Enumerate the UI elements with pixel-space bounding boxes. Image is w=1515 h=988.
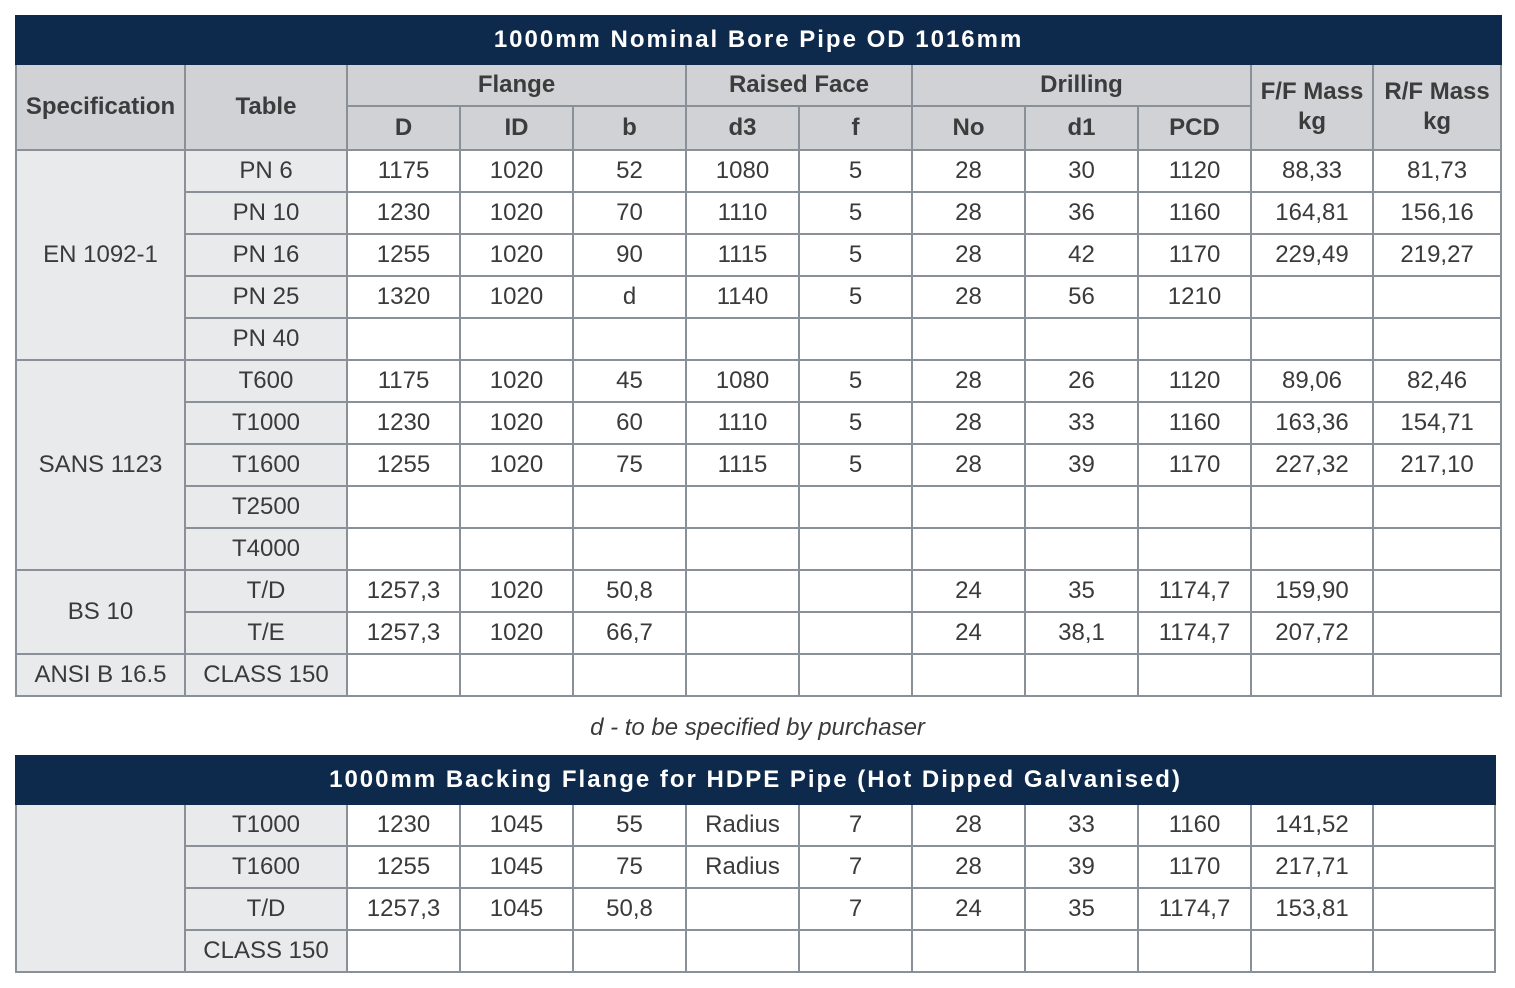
table-cell: 1110 [686,402,799,444]
table-row [16,528,1501,570]
table-cell [1251,654,1373,696]
table-cell [1373,570,1501,612]
table-cell [460,486,573,528]
table-cell: 1170 [1138,444,1251,486]
table-row [16,192,1501,234]
table-cell [1025,528,1138,570]
table-cell: 154,71 [1373,402,1501,444]
table-cell: 28 [912,276,1025,318]
specification-cell: SANS 1123 [16,360,185,570]
table-row [16,846,1495,888]
flange-header: Flange [347,64,686,106]
table-class-cell: T/D [185,570,347,612]
table-cell [799,318,912,360]
backing-flange-table [15,755,1496,973]
table-cell: 24 [912,612,1025,654]
table-row [16,276,1501,318]
table-cell: 1255 [347,846,460,888]
table-cell [912,930,1025,972]
table-row [16,444,1501,486]
table-cell: 159,90 [1251,570,1373,612]
table-cell [1373,930,1495,972]
table-cell [1373,804,1495,846]
table-cell: 1110 [686,192,799,234]
table-cell: 88,33 [1251,150,1373,192]
specification-cell [16,804,185,972]
table-cell [1138,930,1251,972]
table-cell: 1175 [347,360,460,402]
table-cell: 1175 [347,150,460,192]
table-cell: 89,06 [1251,360,1373,402]
column-header: PCD [1138,106,1251,150]
table-cell [1138,318,1251,360]
column-header: f [799,106,912,150]
table-cell: 1120 [1138,150,1251,192]
table-cell: 28 [912,360,1025,402]
table-cell: 52 [573,150,686,192]
ff-mass-header: F/F Mass kg [1251,64,1373,150]
table-cell: 163,36 [1251,402,1373,444]
table-cell: 1174,7 [1138,888,1251,930]
table-cell: 24 [912,570,1025,612]
table-cell: 1230 [347,804,460,846]
table-class-cell: CLASS 150 [185,654,347,696]
table-cell: 1257,3 [347,888,460,930]
table-cell: 1255 [347,444,460,486]
table-cell: 1174,7 [1138,612,1251,654]
table-cell [1251,930,1373,972]
table-cell: 5 [799,192,912,234]
table-class-cell: PN 25 [185,276,347,318]
table-cell: 1230 [347,402,460,444]
table-row [16,612,1501,654]
table-cell: 39 [1025,444,1138,486]
table-cell: 45 [573,360,686,402]
table-cell: 28 [912,804,1025,846]
table-cell [1373,528,1501,570]
table-cell [912,654,1025,696]
table-cell: 1170 [1138,234,1251,276]
table-cell: 1020 [460,276,573,318]
table-cell: 1255 [347,234,460,276]
table-cell [912,318,1025,360]
table-cell: 50,8 [573,888,686,930]
specification-header: Specification [16,64,185,150]
table-cell [573,486,686,528]
rf-mass-header: R/F Mass kg [1373,64,1501,150]
table-cell [347,654,460,696]
table-cell [1373,486,1501,528]
table-cell: 1020 [460,612,573,654]
table-cell: 33 [1025,804,1138,846]
column-header: d3 [686,106,799,150]
table-cell: 156,16 [1373,192,1501,234]
table-row [16,888,1495,930]
table-cell: 66,7 [573,612,686,654]
table-cell [686,486,799,528]
table-cell: 217,10 [1373,444,1501,486]
table-cell [686,318,799,360]
table-cell: 1020 [460,234,573,276]
table-cell: 28 [912,402,1025,444]
column-header: b [573,106,686,150]
table-cell [347,486,460,528]
table-class-cell: T1600 [185,444,347,486]
table-cell [1373,654,1501,696]
table-cell [1373,318,1501,360]
table-cell: 75 [573,444,686,486]
table-cell: 5 [799,360,912,402]
table-row [16,570,1501,612]
table-cell: 1045 [460,804,573,846]
table-cell: 5 [799,234,912,276]
table-class-cell: T/E [185,612,347,654]
table-class-cell: T1600 [185,846,347,888]
table-header: Table [185,64,347,150]
table-cell [1138,654,1251,696]
table-cell: 1020 [460,150,573,192]
table-cell [686,570,799,612]
table-cell: 1120 [1138,360,1251,402]
table-cell [686,930,799,972]
table-cell [686,612,799,654]
table-cell: Radius [686,804,799,846]
table-cell: 227,32 [1251,444,1373,486]
table-cell: 90 [573,234,686,276]
table-class-cell: PN 10 [185,192,347,234]
table-cell [460,528,573,570]
table-cell [573,318,686,360]
table-cell: 36 [1025,192,1138,234]
table-cell [686,888,799,930]
footnote: d - to be specified by purchaser [590,714,925,741]
table-cell [1138,528,1251,570]
table-cell [1251,486,1373,528]
table-cell: 219,27 [1373,234,1501,276]
table-cell [686,654,799,696]
table-cell: 7 [799,804,912,846]
table-row [16,318,1501,360]
table-cell: 1020 [460,570,573,612]
raised-face-header: Raised Face [686,64,912,106]
table-cell: 28 [912,444,1025,486]
table-cell [686,528,799,570]
table-cell [1138,486,1251,528]
table-cell [912,486,1025,528]
table-cell [1025,930,1138,972]
table-cell: 50,8 [573,570,686,612]
table-cell: 153,81 [1251,888,1373,930]
table-cell: 39 [1025,846,1138,888]
table-cell: 1045 [460,846,573,888]
table-cell [799,654,912,696]
table-cell: 1115 [686,234,799,276]
table-cell: 28 [912,150,1025,192]
table-cell: 35 [1025,570,1138,612]
table-cell [573,528,686,570]
table-row [16,402,1501,444]
table-cell: 28 [912,234,1025,276]
table-cell: 60 [573,402,686,444]
table-cell [573,930,686,972]
table-cell: 1210 [1138,276,1251,318]
table-cell [460,930,573,972]
table-cell: 70 [573,192,686,234]
table-cell: 56 [1025,276,1138,318]
table-cell [460,318,573,360]
table-cell: 7 [799,846,912,888]
table-cell [1025,654,1138,696]
column-header: No [912,106,1025,150]
table-cell [347,318,460,360]
table-cell [1251,276,1373,318]
table-cell: 28 [912,846,1025,888]
table-row [16,654,1501,696]
table-cell: 5 [799,402,912,444]
table-cell: 217,71 [1251,846,1373,888]
table-class-cell: T1000 [185,402,347,444]
table-cell [1373,846,1495,888]
table-cell: 81,73 [1373,150,1501,192]
table-cell: 1140 [686,276,799,318]
table-cell [1373,612,1501,654]
specification-cell: ANSI B 16.5 [16,654,185,696]
drilling-header: Drilling [912,64,1251,106]
table-cell: 164,81 [1251,192,1373,234]
table-cell: 38,1 [1025,612,1138,654]
table-row [16,486,1501,528]
table-cell [1251,318,1373,360]
table-class-cell: PN 16 [185,234,347,276]
table-cell: 1170 [1138,846,1251,888]
table-row [16,804,1495,846]
table-class-cell: T2500 [185,486,347,528]
table-cell: Radius [686,846,799,888]
table-cell [799,570,912,612]
table-cell: 1020 [460,444,573,486]
table-cell: 7 [799,888,912,930]
table-cell: 55 [573,804,686,846]
table-cell: 5 [799,276,912,318]
table-cell: 207,72 [1251,612,1373,654]
table-cell: 1020 [460,192,573,234]
table-cell: 26 [1025,360,1138,402]
table-cell [1025,318,1138,360]
column-header: D [347,106,460,150]
table-cell: d [573,276,686,318]
table-cell: 141,52 [1251,804,1373,846]
table-cell: 1045 [460,888,573,930]
table-cell: 75 [573,846,686,888]
table-cell [1373,276,1501,318]
column-header: ID [460,106,573,150]
table-cell [1373,888,1495,930]
table-class-cell: T4000 [185,528,347,570]
table-cell: 1020 [460,402,573,444]
table-cell [799,612,912,654]
table-class-cell: PN 6 [185,150,347,192]
table-row [16,150,1501,192]
table-row [16,360,1501,402]
table-cell: 5 [799,444,912,486]
table-cell: 30 [1025,150,1138,192]
nominal-bore-pipe-table [15,15,1502,697]
backing-table-title: 1000mm Backing Flange for HDPE Pipe (Hot Dipped Galvanised) [16,756,1495,804]
table-row [16,930,1495,972]
table-cell: 42 [1025,234,1138,276]
table-cell [347,528,460,570]
table-cell: 28 [912,192,1025,234]
table-cell: 1080 [686,360,799,402]
table-class-cell: T/D [185,888,347,930]
table-cell: 24 [912,888,1025,930]
table-cell [799,486,912,528]
table-cell [912,528,1025,570]
table-cell: 5 [799,150,912,192]
table-cell: 1257,3 [347,612,460,654]
table-cell [573,654,686,696]
specification-cell: BS 10 [16,570,185,654]
table-cell [347,930,460,972]
table-cell: 1174,7 [1138,570,1251,612]
table-cell [1251,528,1373,570]
table-cell: 1257,3 [347,570,460,612]
table-class-cell: T1000 [185,804,347,846]
table-class-cell: CLASS 150 [185,930,347,972]
table-cell: 1160 [1138,402,1251,444]
table-cell: 1320 [347,276,460,318]
table-cell [799,930,912,972]
table-row [16,234,1501,276]
table-cell [1025,486,1138,528]
table-class-cell: T600 [185,360,347,402]
table-title: 1000mm Nominal Bore Pipe OD 1016mm [16,16,1501,64]
table-cell: 35 [1025,888,1138,930]
table-cell: 229,49 [1251,234,1373,276]
column-header: d1 [1025,106,1138,150]
table-class-cell: PN 40 [185,318,347,360]
table-cell: 1160 [1138,804,1251,846]
table-cell: 33 [1025,402,1138,444]
specification-cell: EN 1092-1 [16,150,185,360]
table-cell: 1115 [686,444,799,486]
table-cell: 1160 [1138,192,1251,234]
table-cell: 1080 [686,150,799,192]
table-cell: 1230 [347,192,460,234]
table-cell [799,528,912,570]
table-cell: 82,46 [1373,360,1501,402]
table-cell [460,654,573,696]
table-cell: 1020 [460,360,573,402]
